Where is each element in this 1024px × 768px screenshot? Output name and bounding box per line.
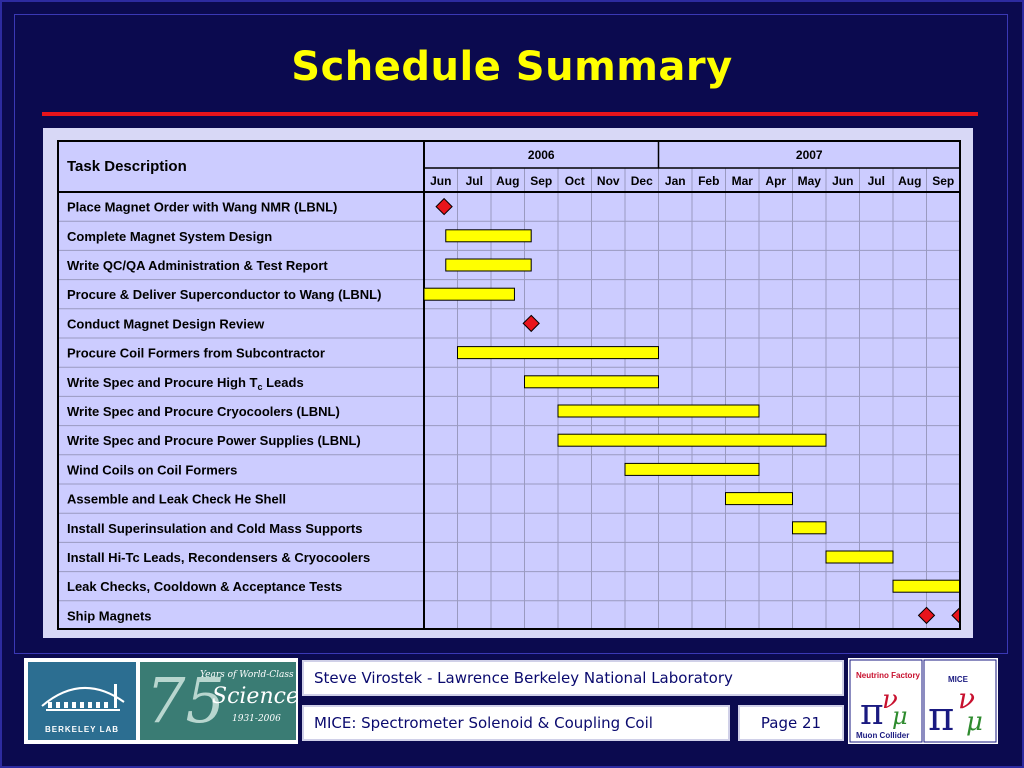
month-label: Mar xyxy=(731,174,753,188)
task-label: Procure & Deliver Superconductor to Wang (LBNL) xyxy=(67,287,382,303)
task-label: Install Hi-Tc Leads, Recondensers & Cryocoolers xyxy=(67,550,371,565)
mice-logo xyxy=(848,658,998,744)
task-bar xyxy=(625,463,759,475)
task-label: Write Spec and Procure Cryocoolers (LBNL) xyxy=(67,404,340,419)
gantt-chart xyxy=(57,140,961,630)
month-label: Jan xyxy=(664,174,686,188)
month-label: Sep xyxy=(932,174,955,188)
year-label: 2006 xyxy=(527,148,555,162)
anniversary-range: 1931-2006 xyxy=(232,714,281,724)
task-label: Write Spec and Procure High $T_c$ Leads xyxy=(67,374,304,392)
task-bar xyxy=(446,230,531,242)
svg-text:ν: ν xyxy=(882,685,898,715)
neutrino-factory-label: Neutrino Factory xyxy=(856,671,921,680)
page-number: Page 21 xyxy=(738,705,844,741)
task-bar xyxy=(424,288,514,300)
anniversary-science: Science xyxy=(212,684,299,709)
month-label: Jul xyxy=(465,174,483,188)
anniversary-logo xyxy=(140,662,299,740)
anniversary-number: 75 xyxy=(146,664,225,737)
month-label: Aug xyxy=(898,174,922,188)
month-label: Feb xyxy=(698,174,720,188)
month-label: Jul xyxy=(867,174,885,188)
mice-label: MICE xyxy=(948,675,968,684)
task-label: Write QC/QA Administration & Test Report xyxy=(67,258,328,273)
task-bar xyxy=(525,376,659,388)
task-label: Write Spec and Procure Power Supplies (LBNL) xyxy=(67,433,361,449)
task-label: Leak Checks, Cooldown & Acceptance Tests xyxy=(67,579,343,595)
task-bar xyxy=(893,580,959,592)
footer-author: Steve Virostek - Lawrence Berkeley National Laboratory xyxy=(302,660,844,696)
month-label: Jun xyxy=(832,174,854,188)
month-label: Jun xyxy=(430,174,452,188)
task-label: Conduct Magnet Design Review xyxy=(67,316,265,332)
title-divider xyxy=(42,112,978,116)
muon-collider-label: Muon Collider xyxy=(856,731,910,740)
svg-text:ν: ν xyxy=(958,682,976,715)
task-label: Install Superinsulation and Cold Mass Supports xyxy=(67,520,363,536)
footer-talk-title: MICE: Spectrometer Solenoid & Coupling Coil xyxy=(302,705,730,741)
task-bar xyxy=(558,405,759,417)
task-bar xyxy=(558,434,826,446)
task-bar xyxy=(793,522,827,534)
month-label: May xyxy=(797,174,821,188)
task-label: Procure Coil Formers from Subcontractor xyxy=(67,345,325,361)
task-label: Wind Coils on Coil Formers xyxy=(67,462,238,478)
task-bar xyxy=(446,259,531,271)
task-label: Place Magnet Order with Wang NMR (LBNL) xyxy=(67,199,338,215)
page-title: Schedule Summary xyxy=(291,44,733,90)
month-label: Aug xyxy=(496,174,520,188)
lab-building-icon xyxy=(28,662,136,722)
month-label: Sep xyxy=(530,174,553,188)
svg-text:μ: μ xyxy=(892,702,908,730)
month-label: Apr xyxy=(765,174,787,188)
footer-logos xyxy=(24,658,298,744)
anniversary-years: Years of World-Class xyxy=(200,670,294,680)
task-bar xyxy=(458,347,659,359)
muon-logo-icon xyxy=(848,658,998,744)
gantt-canvas xyxy=(59,142,959,628)
task-label: Ship Magnets xyxy=(67,608,152,624)
month-label: Dec xyxy=(630,174,653,188)
month-label: Oct xyxy=(564,174,585,188)
svg-text:π: π xyxy=(928,694,955,740)
svg-text:π: π xyxy=(860,692,884,733)
year-label: 2007 xyxy=(795,148,823,162)
task-label: Assemble and Leak Check He Shell xyxy=(67,491,286,507)
task-description-header: Task Description xyxy=(67,158,187,175)
svg-text:μ: μ xyxy=(966,707,983,737)
task-bar xyxy=(726,493,793,505)
month-label: Nov xyxy=(596,174,620,188)
task-bar xyxy=(826,551,893,563)
berkeley-lab-logo xyxy=(28,662,136,740)
lab-name: BERKELEY LAB xyxy=(44,725,120,734)
task-label: Complete Magnet System Design xyxy=(67,228,273,244)
